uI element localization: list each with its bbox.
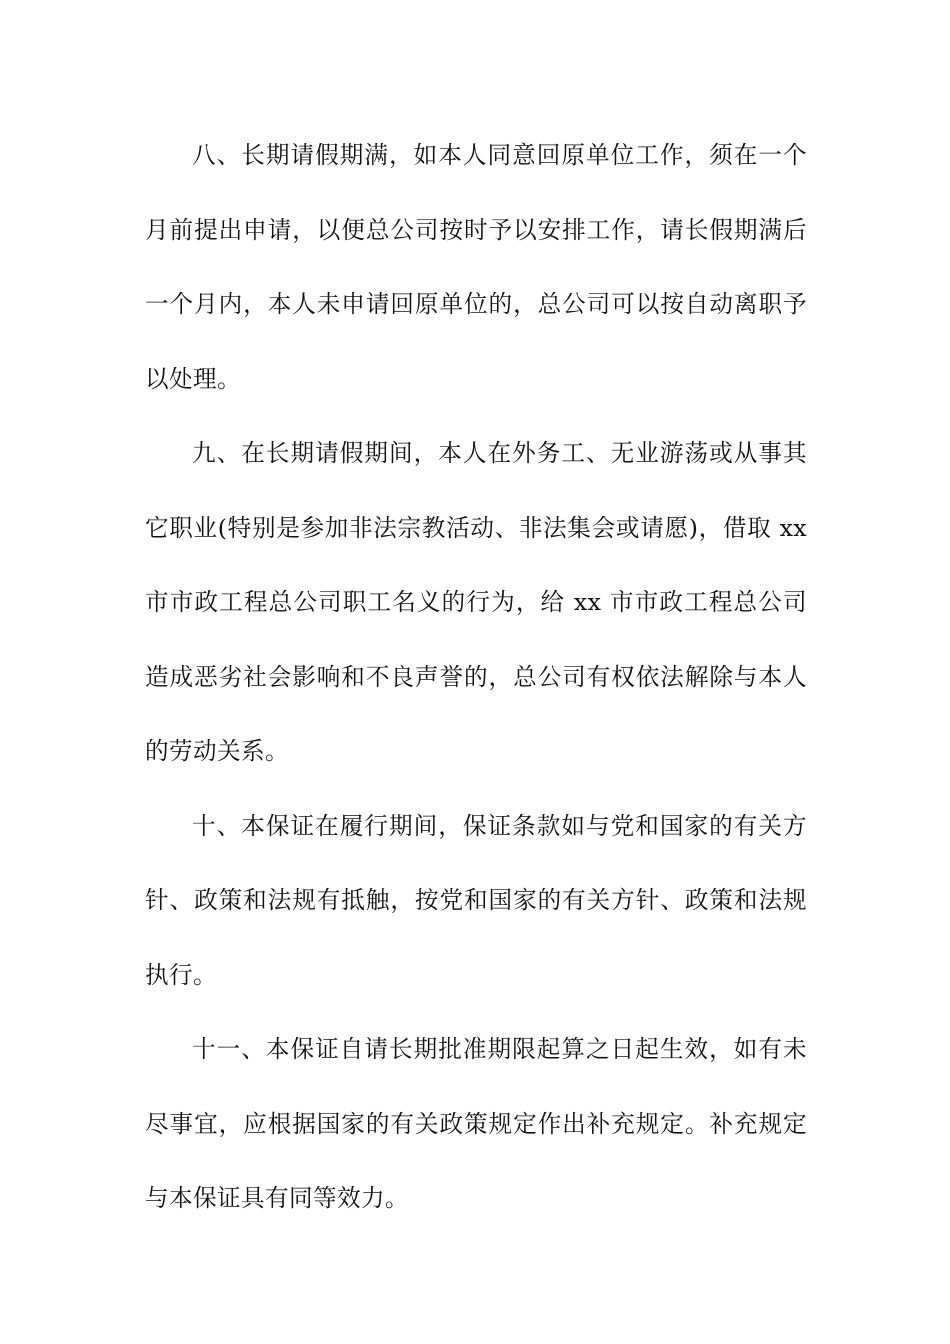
clause-11-paragraph: 十一、本保证自请长期批准期限起算之日起生效，如有未尽事宜，应根据国家的有关政策规定作出补充规定。补充规定与本保证具有同等效力。 [145,1035,807,1212]
clause-10-paragraph: 十、本保证在履行期间，保证条款如与党和国家的有关方针、政策和法规有抵触，按党和国家的有关方针、政策和法规执行。 [145,811,807,989]
document-body [145,118,807,1236]
clause-9-paragraph: 九、在长期请假期间，本人在外务工、无业游荡或从事其它职业(特别是参加非法宗教活动、非法集会或请愿)，借取 xx 市市政工程总公司职工名义的行为，给 xx 市市政工程总公司造成恶劣社会影响和不良声誉的，总公司有权依法解除与本人的劳动关系。 [145,439,807,765]
clause-8-paragraph: 八、长期请假期满，如本人同意回原单位工作，须在一个月前提出申请，以便总公司按时予以安排工作，请长假期满后一个月内，本人未申请回原单位的，总公司可以按自动离职予以处理。 [145,141,807,393]
